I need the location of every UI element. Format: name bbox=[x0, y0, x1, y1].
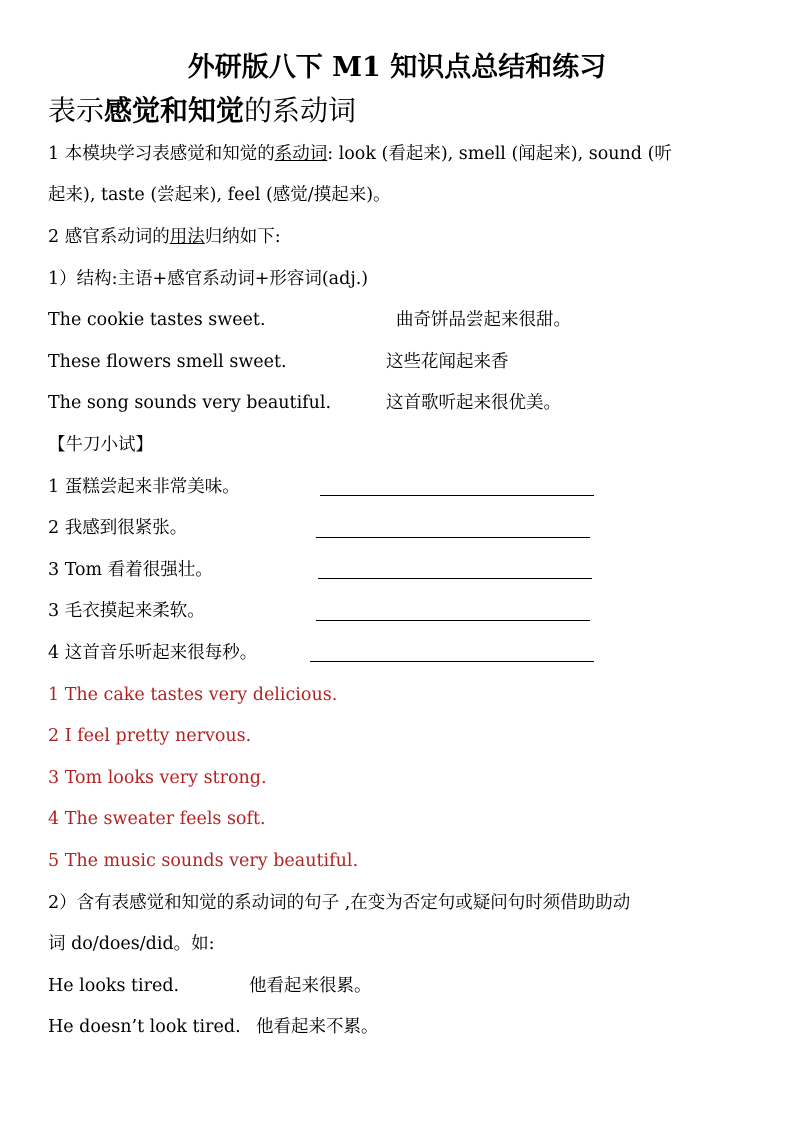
example-row bbox=[48, 308, 571, 332]
example-english: These flowers smell sweet. bbox=[48, 352, 287, 372]
practice-item: 1 蛋糕尝起来非常美味。 bbox=[48, 477, 240, 497]
usage-line bbox=[48, 225, 281, 249]
practice-item: 3 毛衣摸起来柔软。 bbox=[48, 601, 205, 621]
section-heading bbox=[48, 92, 356, 130]
intro-text: 1 本模块学习表感觉和知觉的 bbox=[48, 144, 275, 164]
answer-blank[interactable] bbox=[316, 537, 590, 538]
practice-item: 4 这首音乐听起来很每秒。 bbox=[48, 643, 258, 663]
answer-line: 3 Tom looks very strong. bbox=[48, 768, 267, 788]
example-row bbox=[48, 974, 372, 998]
section-heading-bold: 感觉和知觉 bbox=[104, 94, 245, 127]
example-english: He doesn’t look tired. bbox=[48, 1017, 241, 1037]
practice-item: 2 我感到很紧张。 bbox=[48, 518, 188, 538]
example-row bbox=[48, 391, 561, 415]
example-chinese: 他看起来很累。 bbox=[249, 976, 372, 996]
usage-text: 2 感官系动词的 bbox=[48, 227, 170, 247]
example-row bbox=[48, 1015, 379, 1039]
rule-2-line-1: 2）含有表感觉和知觉的系动词的句子 ,在变为否定句或疑问句时须借助助动 bbox=[48, 893, 631, 913]
usage-text-rest: 归纳如下: bbox=[204, 227, 281, 247]
intro-line-1 bbox=[48, 142, 672, 166]
answer-line: 5 The music sounds very beautiful. bbox=[48, 851, 359, 871]
example-chinese: 曲奇饼品尝起来很甜。 bbox=[396, 310, 571, 330]
answer-blank[interactable] bbox=[316, 620, 590, 621]
answer-blank[interactable] bbox=[310, 661, 594, 662]
answer-line: 1 The cake tastes very delicious. bbox=[48, 685, 338, 705]
practice-heading: 【牛刀小试】 bbox=[48, 435, 153, 455]
answer-line: 4 The sweater feels soft. bbox=[48, 809, 266, 829]
example-chinese: 这首歌听起来很优美。 bbox=[386, 393, 561, 413]
rule-2-line-2: 词 do/does/did。如: bbox=[48, 934, 215, 954]
example-chinese: 这些花闻起来香 bbox=[386, 352, 509, 372]
answer-blank[interactable] bbox=[318, 578, 592, 579]
structure-line: 1）结构:主语+感官系动词+形容词(adj.) bbox=[48, 269, 369, 289]
usage-underlined-term: 用法 bbox=[169, 227, 205, 247]
answer-line: 2 I feel pretty nervous. bbox=[48, 726, 252, 746]
answer-blank[interactable] bbox=[320, 495, 594, 496]
example-chinese: 他看起来不累。 bbox=[256, 1017, 379, 1037]
document-title: 外研版八下 M1 知识点总结和练习 bbox=[187, 52, 607, 83]
section-heading-post: 的系动词 bbox=[244, 94, 357, 127]
example-english: The cookie tastes sweet. bbox=[48, 310, 266, 330]
example-row bbox=[48, 350, 509, 374]
section-heading-pre: 表示 bbox=[48, 94, 105, 127]
intro-line-2: 起来), taste (尝起来), feel (感觉/摸起来)。 bbox=[48, 185, 391, 205]
example-english: The song sounds very beautiful. bbox=[48, 393, 332, 413]
practice-item: 3 Tom 看着很强壮。 bbox=[48, 560, 213, 580]
intro-underlined-term: 系动词 bbox=[274, 144, 328, 164]
example-english: He looks tired. bbox=[48, 976, 180, 996]
intro-text-rest: : look (看起来), smell (闻起来), sound (听 bbox=[327, 144, 672, 164]
